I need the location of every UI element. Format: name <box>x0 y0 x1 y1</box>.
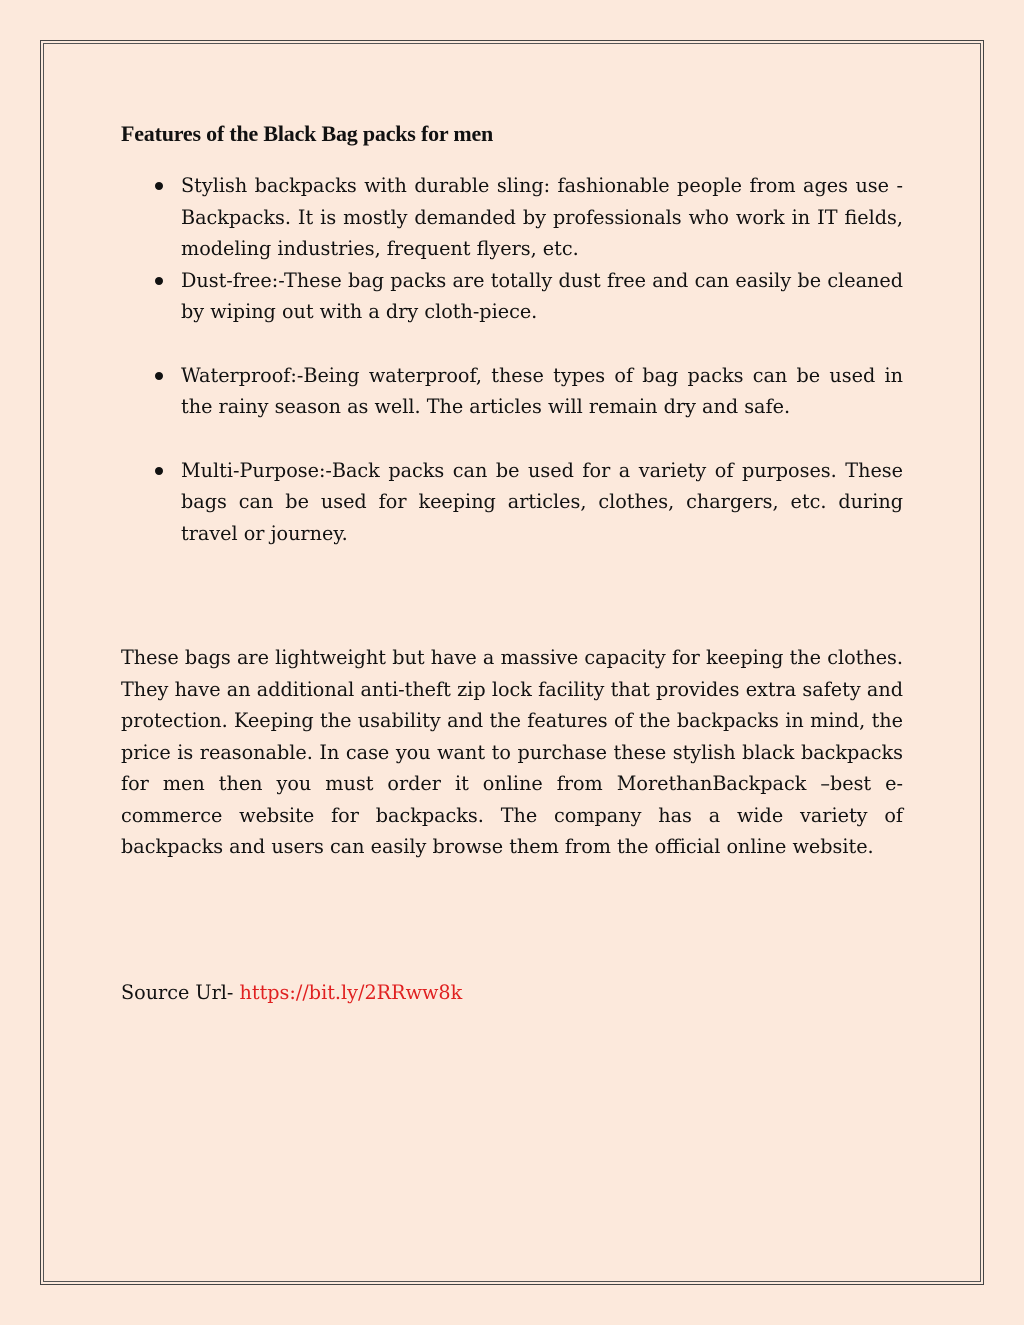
source-line <box>121 977 903 1009</box>
feature-list <box>121 170 903 549</box>
feature-text: Multi-Purpose:-Back packs can be used for a variety of purposes. These bags can be used for keeping articles, clothes, chargers, etc. during travel or journey. <box>181 458 903 545</box>
feature-text: Dust-free:-These bag packs are totally dust free and can easily be cleaned by wiping out with a dry cloth-piece. <box>181 268 903 323</box>
description-paragraph: These bags are lightweight but have a massive capacity for keeping the clothes. They have an additional anti-theft zip lock facility that provides extra safety and protection. Keeping the usability and the features of the backpacks in mind, the price is reasonable. In case you want to purchase these stylish black backpacks for men then you must order it online from MorethanBackpack –best e-commerce website for backpacks. The company has a wide variety of backpacks and users can easily browse them from the official online website. <box>121 646 903 858</box>
feature-item-dust-free <box>121 265 903 328</box>
feature-text: Waterproof:-Being waterproof, these types of bag packs can be used in the rainy season as well. The articles will remain dry and safe. <box>181 363 903 418</box>
feature-item-waterproof <box>121 360 903 423</box>
feature-item-multi-purpose <box>121 455 903 550</box>
feature-text: Stylish backpacks with durable sling: fashionable people from ages use - Backpacks. It is mostly demanded by professionals who work in IT fields, modeling industries, frequent flyers, etc. <box>181 174 903 260</box>
bullet-icon <box>155 182 163 190</box>
source-link[interactable]: https://bit.ly/2RRww8k <box>239 980 463 1004</box>
bullet-icon <box>155 372 163 380</box>
feature-item-stylish <box>121 170 903 265</box>
source-label: Source Url- <box>121 980 240 1004</box>
document-body <box>121 118 903 1008</box>
document-heading: Features of the Black Bag packs for men <box>121 121 494 146</box>
bullet-icon <box>155 467 163 475</box>
bullet-icon <box>155 277 163 285</box>
